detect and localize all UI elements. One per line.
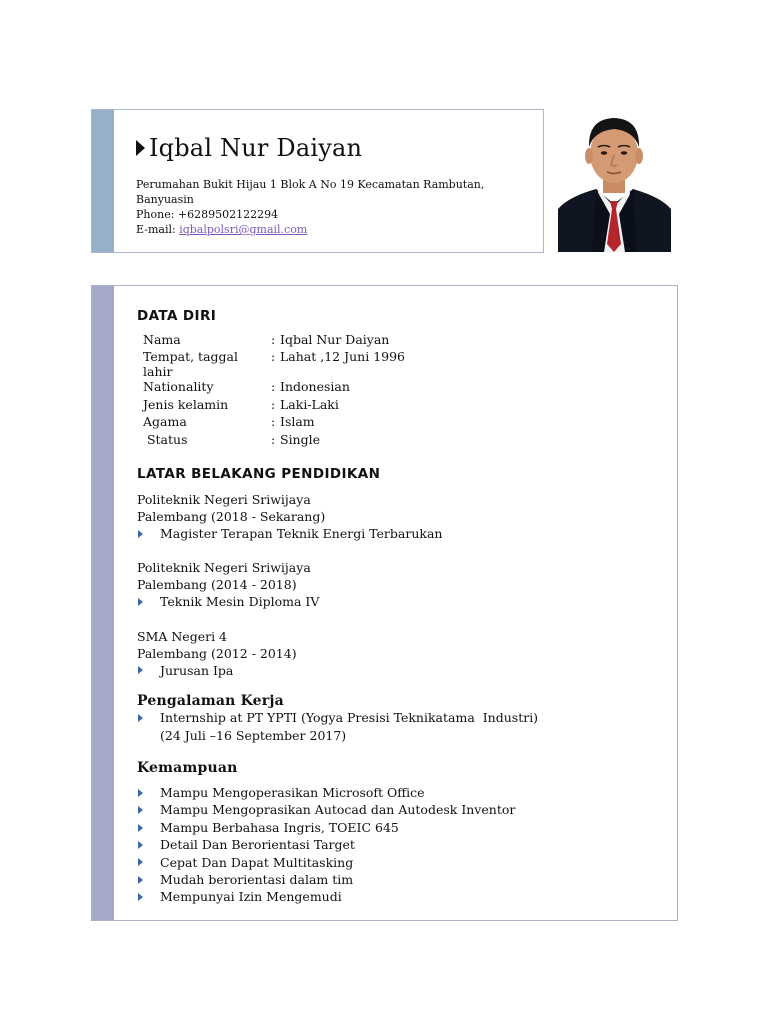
main-accent-bar	[92, 286, 114, 920]
section-title-pendidikan: LATAR BELAKANG PENDIDIKAN	[137, 465, 381, 482]
table-row	[137, 414, 405, 431]
triangle-bullet-icon	[138, 841, 143, 849]
colon: :	[271, 332, 276, 347]
colon: :	[271, 414, 276, 430]
field-value: Iqbal Nur Daiyan	[280, 332, 390, 347]
main-box	[91, 285, 678, 921]
field-value: Single	[280, 431, 321, 447]
field-value: Laki-Laki	[280, 396, 339, 412]
list-item	[137, 801, 667, 818]
email-link[interactable]: iqbalpolsri@gmail.com	[179, 223, 308, 236]
list-item	[137, 819, 667, 836]
header-box	[91, 109, 544, 253]
table-row	[137, 332, 405, 349]
table-row	[137, 349, 405, 379]
field-label: Tempat, taggal lahir	[143, 349, 238, 380]
phone: Phone: +6289502122294	[136, 208, 279, 221]
field-label: Nationality	[143, 379, 214, 395]
school-name: Politeknik Negeri Sriwijaya	[137, 491, 311, 507]
list-item	[137, 709, 667, 726]
list-item	[137, 784, 667, 801]
triangle-bullet-icon	[138, 598, 143, 606]
triangle-bullet-icon	[136, 140, 145, 156]
contact-info	[136, 177, 536, 237]
email-label: E-mail:	[136, 223, 180, 236]
data-diri-table	[137, 332, 405, 449]
triangle-bullet-icon	[138, 789, 143, 797]
colon: :	[271, 379, 276, 395]
experience-item: Internship at PT YPTI (Yogya Presisi Teknikatama Industri)	[160, 710, 539, 726]
triangle-bullet-icon	[138, 666, 143, 674]
field-label: Status	[143, 431, 188, 447]
skill-item: Detail Dan Berorientasi Target	[160, 837, 355, 853]
program-name: Magister Terapan Teknik Energi Terbarukan	[160, 525, 443, 541]
section-title-pengalaman: Pengalaman Kerja	[137, 693, 284, 710]
field-value: Indonesian	[280, 379, 350, 395]
skill-item: Mempunyai Izin Mengemudi	[160, 889, 342, 905]
field-label: Jenis kelamin	[143, 396, 229, 412]
table-row	[137, 432, 405, 449]
list-item	[137, 871, 667, 888]
skill-item: Cepat Dan Dapat Multitasking	[160, 854, 354, 870]
skill-item: Mampu Mengoprasikan Autocad dan Autodesk Inventor	[160, 802, 516, 818]
list-item	[137, 836, 667, 853]
list-item	[137, 854, 667, 871]
skill-item: Mampu Mengoperasikan Microsoft Office	[160, 784, 425, 800]
table-row	[137, 397, 405, 414]
school-name: Politeknik Negeri Sriwijaya	[137, 560, 311, 576]
address-line-1: Perumahan Bukit Hijau 1 Blok A No 19 Kecamatan Rambutan,	[136, 178, 485, 191]
triangle-bullet-icon	[138, 893, 143, 901]
full-name: Iqbal Nur Daiyan	[149, 134, 363, 162]
skill-item: Mampu Berbahasa Ingris, TOEIC 645	[160, 819, 399, 835]
main-content	[137, 308, 667, 906]
list-item	[137, 888, 667, 905]
list-item	[137, 525, 667, 542]
triangle-bullet-icon	[138, 530, 143, 538]
school-place: Palembang (2014 - 2018)	[137, 577, 297, 593]
school-place: Palembang (2018 - Sekarang)	[137, 508, 326, 524]
school-place: Palembang (2012 - 2014)	[137, 645, 297, 661]
header-accent-bar	[92, 110, 114, 252]
field-value: Lahat ,12 Juni 1996	[280, 349, 405, 365]
triangle-bullet-icon	[138, 824, 143, 832]
triangle-bullet-icon	[138, 876, 143, 884]
education-entry	[137, 628, 667, 679]
program-name: Teknik Mesin Diploma IV	[160, 594, 320, 610]
field-label: Nama	[143, 332, 181, 347]
triangle-bullet-icon	[138, 714, 143, 722]
section-title-kemampuan: Kemampuan	[137, 759, 238, 776]
address-line-2: Banyuasin	[136, 193, 194, 206]
field-label: Agama	[143, 414, 187, 430]
triangle-bullet-icon	[138, 858, 143, 866]
colon: :	[271, 349, 276, 365]
program-name: Jurusan Ipa	[160, 662, 234, 678]
field-value: Islam	[280, 414, 315, 430]
section-title-data-diri: DATA DIRI	[137, 308, 217, 324]
email-row	[136, 222, 536, 237]
list-item	[137, 662, 667, 679]
experience-period: (24 Juli –16 September 2017)	[160, 727, 347, 743]
list-item	[137, 593, 667, 610]
colon: :	[271, 431, 276, 447]
school-name: SMA Negeri 4	[137, 628, 227, 644]
table-row	[137, 379, 405, 396]
education-entry	[137, 559, 667, 610]
profile-photo	[558, 109, 671, 252]
colon: :	[271, 396, 276, 412]
name-row	[136, 134, 362, 162]
education-entry	[137, 491, 667, 542]
triangle-bullet-icon	[138, 806, 143, 814]
skill-item: Mudah berorientasi dalam tim	[160, 872, 354, 888]
